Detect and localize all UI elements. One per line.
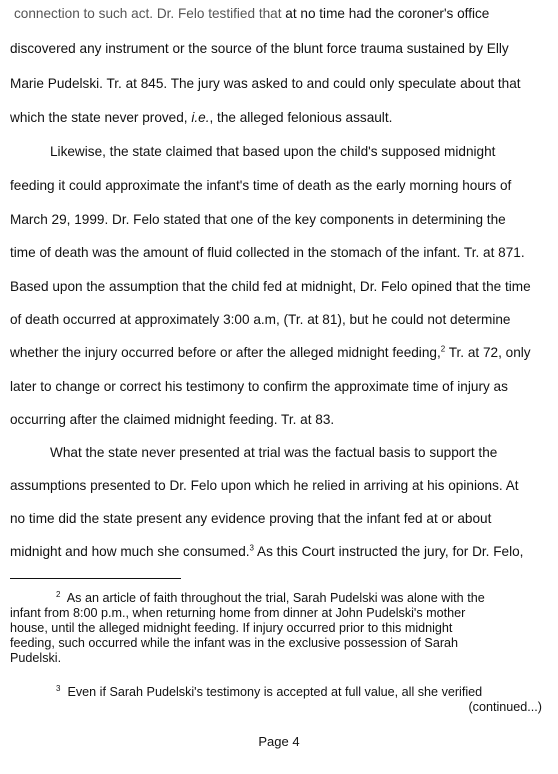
body-line-1-rest: at no time had the coroner's office: [285, 6, 490, 21]
footnote-2-line-2: infant from 8:00 p.m., when returning home from dinner at John Pudelski's mother: [10, 606, 466, 620]
body-line-10: of death occurred at approximately 3:00 a.m, (Tr. at 81), but he could not determine: [10, 312, 511, 327]
footnote-2-marker: 2: [56, 589, 61, 599]
body-line-17-post: As this Court instructed the jury, for Dr. Felo,: [254, 544, 524, 559]
body-line-11-post: Tr. at 72, only: [445, 345, 531, 360]
body-line-3: Marie Pudelski. Tr. at 845. The jury was asked to and could only speculate about that: [10, 76, 521, 91]
footnote-ref-2[interactable]: 2: [440, 344, 446, 354]
footnote-2-line-1: [56, 591, 485, 606]
body-line-12: later to change or correct his testimony to confirm the approximate time of injury as: [10, 379, 508, 394]
footnote-2-text-1: As an article of faith throughout the trial, Sarah Pudelski was alone with the: [66, 591, 485, 605]
body-line-8: time of death was the amount of fluid collected in the stomach of the infant. Tr. at 871.: [10, 245, 525, 260]
body-line-2: discovered any instrument or the source of the blunt force trauma sustained by Elly: [10, 41, 509, 56]
body-line-11: [10, 345, 531, 361]
body-line-15: assumptions presented to Dr. Felo upon which he relied in arriving at his opinions. At: [10, 478, 519, 493]
body-line-4-post: , the alleged felonious assault.: [209, 110, 393, 125]
body-line-11-pre: whether the injury occurred before or after the alleged midnight feeding,: [10, 345, 441, 360]
body-line-17: [10, 544, 523, 560]
footnote-ref-3[interactable]: 3: [249, 543, 254, 553]
body-line-1-faint: connection to such act. Dr. Felo testified that: [14, 6, 286, 21]
body-line-14: What the state never presented at trial was the factual basis to support the: [50, 445, 498, 460]
body-line-9: Based upon the assumption that the child fed at midnight, Dr. Felo opined that the time: [10, 279, 531, 294]
footnote-2-line-3: house, until the alleged midnight feeding. If injury occurred prior to this midnight: [10, 621, 453, 635]
body-line-4-pre: which the state never proved,: [10, 110, 192, 125]
footnote-3-text-1: Even if Sarah Pudelski's testimony is accepted at full value, all she verified: [67, 685, 483, 699]
footnote-2-line-5: Pudelski.: [10, 651, 62, 665]
body-line-17-pre: midnight and how much she consumed.: [10, 544, 250, 559]
footnote-3-line-1: [56, 685, 482, 700]
body-line-13: occurring after the claimed midnight feeding. Tr. at 83.: [10, 412, 335, 427]
body-line-4-italic: i.e.: [191, 110, 210, 125]
body-line-6: feeding it could approximate the infant's time of death as the early morning hours of: [10, 178, 512, 193]
body-line-4: [10, 110, 392, 126]
body-line-1: [14, 6, 489, 22]
footnote-3-marker: 3: [56, 683, 61, 693]
body-line-7: March 29, 1999. Dr. Felo stated that one of the key components in determining the: [10, 212, 506, 227]
page-number: Page 4: [258, 734, 300, 749]
body-line-16: no time did the state present any evidence proving that the infant fed at or about: [10, 511, 492, 526]
footnote-separator: [10, 578, 181, 579]
footnote-3-continued: (continued...): [468, 700, 542, 714]
footnote-2-line-4: feeding, such occurred while the infant was in the exclusive possession of Sarah: [10, 636, 459, 650]
body-line-5: Likewise, the state claimed that based upon the child's supposed midnight: [50, 144, 496, 159]
